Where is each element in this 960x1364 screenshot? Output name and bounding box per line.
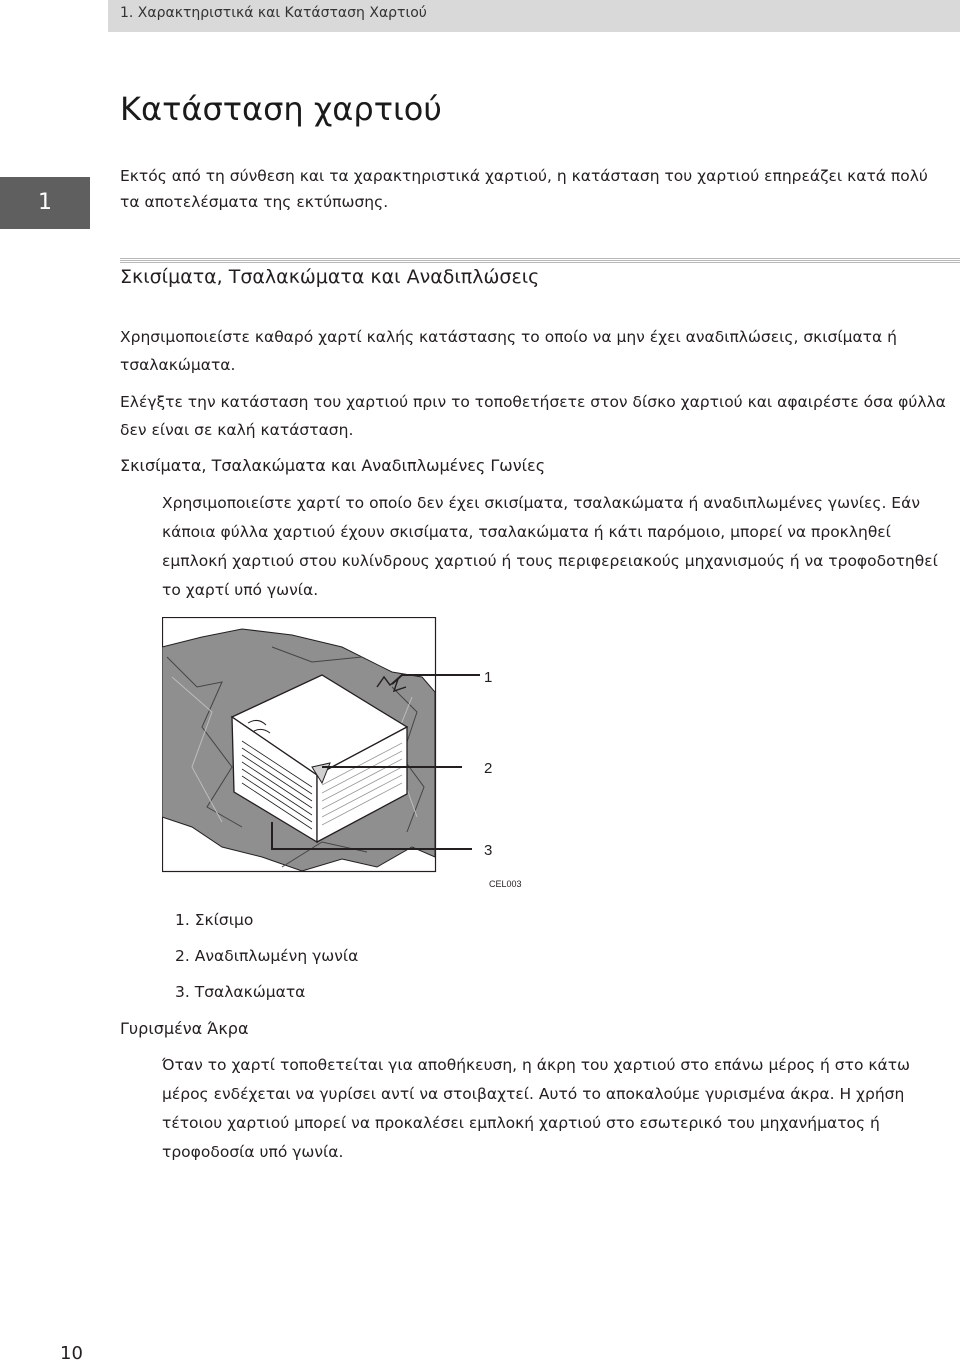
callout-1-label: 1	[484, 669, 493, 686]
intro-paragraph: Εκτός από τη σύνθεση και τα χαρακτηριστικά χαρτιού, η κατάσταση του χαρτιού επηρεάζει κατά πολύ τα αποτελέσματα της εκτύπωσης.	[120, 167, 928, 211]
legend-number: 2.	[175, 947, 190, 965]
callout-3-label: 3	[484, 842, 493, 859]
figure-code: CEL003	[489, 879, 522, 889]
section-paragraph-2: Ελέγξτε την κατάσταση του χαρτιού πριν το τοποθετήσετε στον δίσκο χαρτιού και αφαιρέστε όσα φύλλα δεν είναι σε καλή κατάσταση.	[120, 393, 946, 439]
legend-text: Αναδιπλωμένη γωνία	[194, 947, 359, 965]
legend-number: 3.	[175, 983, 190, 1001]
running-header-text: 1. Χαρακτηριστικά και Κατάσταση Χαρτιού	[120, 5, 427, 21]
subsection-body-tears: Χρησιμοποιείστε χαρτί το οποίο δεν έχει σκισίματα, τσαλακώματα ή αναδιπλωμένες γωνίες. Εάν κάποια φύλλα χαρτιού έχουν σκισίματα, τσαλακώματα ή κάτι παρόμοιο, μπορεί να προκληθεί εμπλοκή χαρτιού στου κυλίνδρους χαρτιού ή τους περιφερειακούς μηχανισμούς ή να τροφοδοτηθεί το χαρτί υπό γωνία.	[162, 494, 938, 599]
section-divider	[120, 258, 960, 264]
chapter-tab: 1	[0, 177, 90, 229]
legend-item	[175, 983, 305, 1001]
running-header-bar	[0, 0, 960, 38]
paper-stack-illustration	[162, 617, 522, 892]
section-paragraph-1: Χρησιμοποιείστε καθαρό χαρτί καλής κατάστασης το οποίο να μην έχει αναδιπλώσεις, σκισίματα ή τσαλακώματα.	[120, 328, 897, 374]
legend-text: Σκίσιμο	[194, 911, 254, 929]
page-number: 10	[60, 1343, 83, 1364]
section-title: Σκισίματα, Τσαλακώματα και Αναδιπλώσεις	[120, 266, 540, 288]
legend-item	[175, 947, 358, 965]
subsection-title-tears: Σκισίματα, Τσαλακώματα και Αναδιπλωμένες Γωνίες	[120, 456, 546, 475]
subsection-body-curled: Όταν το χαρτί τοποθετείται για αποθήκευση, η άκρη του χαρτιού στο επάνω μέρος ή στο κάτω μέρος ενδέχεται να γυρίσει αντί να στοιβαχτεί. Αυτό το αποκαλούμε γυρισμένα άκρα. Η χρήση τέτοιου χαρτιού μπορεί να προκαλέσει εμπλοκή χαρτιού στο εσωτερικό του μηχανήματος ή τροφοδοσία υπό γωνία.	[162, 1056, 911, 1161]
legend-text: Τσαλακώματα	[194, 983, 306, 1001]
legend-item	[175, 911, 253, 929]
subsection-title-curled: Γυρισμένα Άκρα	[120, 1019, 249, 1038]
legend-number: 1.	[175, 911, 190, 929]
callout-2-label: 2	[484, 760, 493, 777]
page-title: Κατάσταση χαρτιού	[120, 90, 442, 128]
paper-condition-figure	[162, 617, 522, 892]
